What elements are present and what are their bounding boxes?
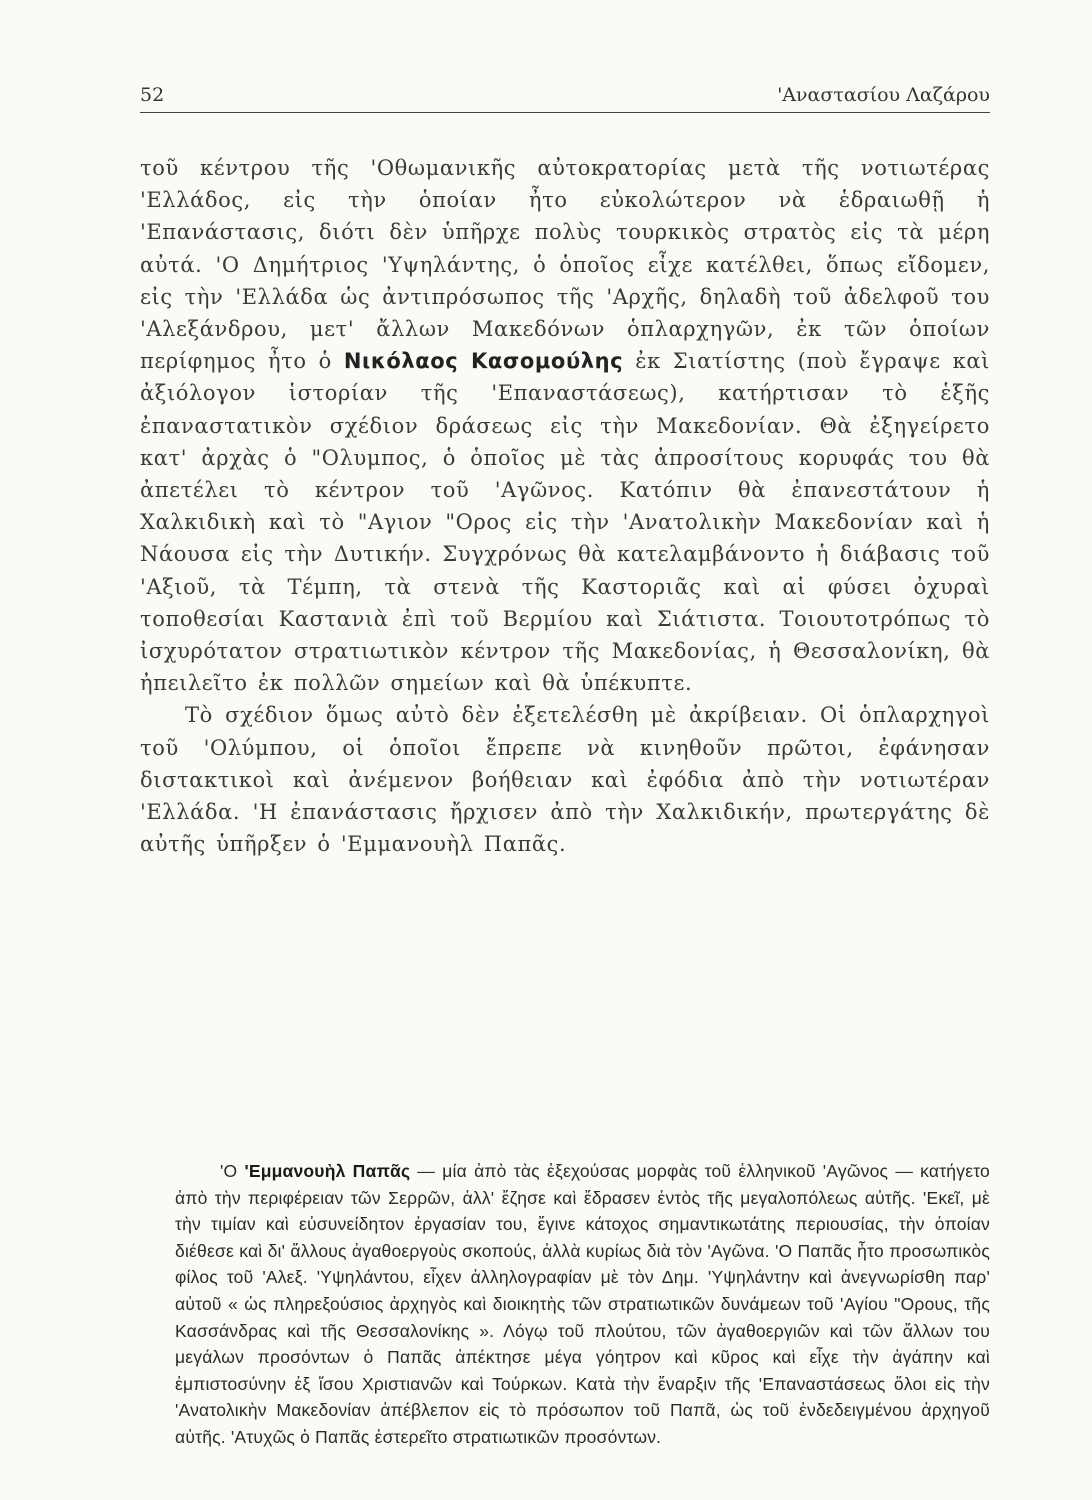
paragraph-text: ἐκ Σιατίστης (ποὺ ἔγραψε καὶ ἀξιόλογον ἱστορίαν τῆς 'Επαναστάσεως), κατήρτισαν τὸ ἑξῆς ἐπαναστατικὸν σχέδιον δράσεως εἰς τὴν Μακεδονίαν. Θὰ ἐξηγείρετο κατ' ἀρχὰς ὁ "Ολυμπος, ὁ ὁποῖος μὲ τὰς ἀπροσίτους κορυφάς του θὰ ἀπετέλει τὸ κέντρον τοῦ 'Αγῶνος. Κατόπιν θὰ ἐπανεστάτουν ἡ Χαλκιδικὴ καὶ τὸ "Αγιον "Ορος εἰς τὴν 'Ανατολικὴν Μακεδονίαν καὶ ἡ Νάουσα εἰς τὴν Δυτικήν. Συγχρόνως θὰ κατελαμβάνοντο ἡ διάβασις τοῦ 'Αξιοῦ, τὰ Τέμπη, τὰ στενὰ τῆς Καστοριᾶς καὶ αἱ φύσει ὀχυραὶ τοποθεσίαι Καστανιὰ ἐπὶ τοῦ Βερμίου καὶ Σιάτιστα. Τοιουτοτρόπως τὸ ἰσχυρότατον στρατιωτικὸν κέντρον τῆς Μακεδονίας, ἡ Θεσσαλονίκη, θὰ ἠπειλεῖτο ἐκ πολλῶν σημείων καὶ θὰ ὑπέκυπτε. [140,349,991,696]
footnote-text: — μία ἀπὸ τὰς ἐξεχούσας μορφὰς τοῦ ἑλληνικοῦ 'Αγῶνος — κατήγετο ἀπὸ τὴν περιφέρειαν τῶν Σερρῶν, ἀλλ' ἔζησε καὶ ἔδρασεν ἐντὸς τῆς μεγαλοπόλεως αὐτῆς. 'Εκεῖ, μὲ τὴν τιμίαν καὶ εὐσυνείδητον ἐργασίαν του, ἔγινε κάτοχος σημαντικωτάτης περιουσίας, τὴν ὁποίαν διέθεσε καὶ δι' ἄλλους ἀγαθοεργοὺς σκοπούς, ἀλλὰ κυρίως διὰ τὸν 'Αγῶνα. 'Ο Παπᾶς ἦτο προσωπικὸς φίλος τοῦ 'Αλεξ. 'Υψηλάντου, εἶχεν ἀλληλογραφίαν μὲ τὸν Δημ. 'Υψηλάντην καὶ ἀνεγνωρίσθη παρ' αὐτοῦ « ὡς πληρεξούσιος ἀρχηγὸς καὶ διοικητὴς τῶν στρατιωτικῶν δυνάμεων τοῦ 'Αγίου "Ορους, τῆς Κασσάνδρας καὶ τῆς Θεσσαλονίκης ». Λόγῳ τοῦ πλούτου, τῶν ἀγαθοεργιῶν καὶ τῶν ἄλλων του μεγάλων προσόντων ὁ Παπᾶς ἀπέκτησε μέγα γόητρον καὶ κῦρος καὶ εἶχε τὴν ἀγάπην καὶ ἐμπιστοσύνην ἐξ ἴσου Χριστιανῶν καὶ Τούρκων. Κατὰ τὴν ἔναρξιν τῆς 'Επαναστάσεως ὅλοι εἰς τὴν 'Ανατολικὴν Μακεδονίαν ἀπέβλεπον εἰς τὸ πρόσωπον τοῦ Παπᾶ, ὡς τοῦ ἐνδεδειγμένου ἀρχηγοῦ αὐτῆς. 'Ατυχῶς ὁ Παπᾶς ἐστερεῖτο στρατιωτικῶν προσόντων. [175,1161,990,1447]
person-name-kasomoulis: Νικόλαος Κασομούλης [343,349,624,374]
person-name-papas: 'Εμμανουὴλ Παπᾶς [244,1161,411,1181]
footnote-paragraph [175,1158,990,1451]
page-header [140,80,990,113]
footnote-prefix: 'Ο [220,1161,245,1181]
footnote [175,1158,990,1451]
page-number: 52 [140,84,165,106]
main-text [140,152,990,860]
main-paragraph-2: Τὸ σχέδιον ὅμως αὐτὸ δὲν ἐξετελέσθη μὲ ἀκρίβειαν. Οἱ ὁπλαρχηγοὶ τοῦ 'Ολύμπου, οἱ ὁποῖοι ἔπρεπε νὰ κινηθοῦν πρῶτοι, ἐφάνησαν διστακτικοὶ καὶ ἀνέμενον βοήθειαν καὶ ἐφόδια ἀπὸ τὴν νοτιωτέραν 'Ελλάδα. 'Η ἐπανάστασις ἤρχισεν ἀπὸ τὴν Χαλκιδικήν, πρωτεργάτης δὲ αὐτῆς ὑπῆρξεν ὁ 'Εμμανουὴλ Παπᾶς. [140,703,990,857]
paragraph-text: τοῦ κέντρου τῆς 'Οθωμανικῆς αὐτοκρατορίας μετὰ τῆς νοτιωτέρας 'Ελλάδος, εἰς τὴν ὁποίαν ἦτο εὐκολώτερον νὰ ἑδραιωθῇ ἡ 'Επανάστασις, διότι δὲν ὑπῆρχε πολὺς τουρκικὸς στρατὸς εἰς τὰ μέρη αὐτά. 'Ο Δημήτριος 'Υψηλάντης, ὁ ὁποῖος εἶχε κατέλθει, ὅπως εἴδομεν, εἰς τὴν 'Ελλάδα ὡς ἀντιπρόσωπος τῆς 'Αρχῆς, δηλαδὴ τοῦ ἀδελφοῦ του 'Αλεξάνδρου, μετ' ἄλλων Μακεδόνων ὁπλαρχηγῶν, ἐκ τῶν ὁποίων περίφημος ἦτο ὁ [140,156,990,374]
main-paragraph-1 [140,152,990,699]
running-title: 'Αναστασίου Λαζάρου [777,84,990,106]
